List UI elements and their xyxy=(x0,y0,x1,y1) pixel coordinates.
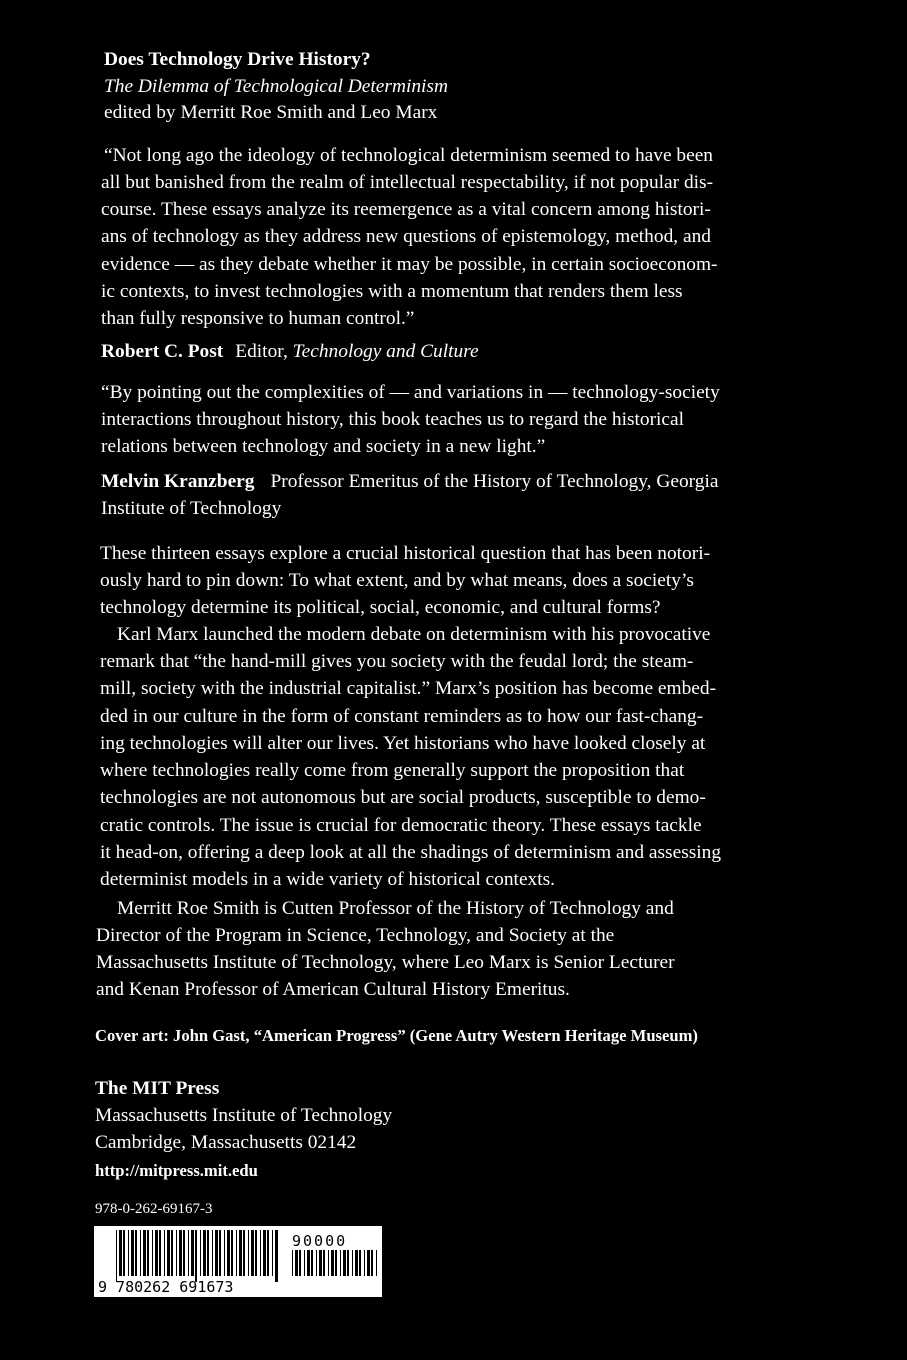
description-line: Karl Marx launched the modern debate on determinism with his provocative xyxy=(117,624,711,645)
barcode-bar xyxy=(352,1250,353,1276)
barcode-bar xyxy=(188,1230,189,1276)
barcode-bar xyxy=(292,1250,293,1276)
barcode-bar xyxy=(159,1230,161,1276)
barcode-bar xyxy=(328,1250,329,1276)
barcode-bar xyxy=(212,1230,213,1276)
blurb-2-role-continued: Institute of Technology xyxy=(101,498,282,519)
barcode-bar xyxy=(367,1250,370,1276)
blurb-1-line: than fully responsive to human control.” xyxy=(101,308,415,329)
barcode-bar xyxy=(155,1230,158,1276)
description-line: ded in our culture in the form of constant reminders as to how our fast-chang- xyxy=(100,706,704,727)
barcode-bar xyxy=(311,1250,313,1276)
barcode-bar xyxy=(304,1250,305,1276)
barcode-bar xyxy=(179,1230,182,1276)
barcode-bar xyxy=(299,1250,301,1276)
description-line: remark that “the hand-mill gives you society with the feudal lord; the steam- xyxy=(100,651,694,672)
publisher-name: The MIT Press xyxy=(95,1078,220,1099)
barcode-bar xyxy=(219,1230,221,1276)
description-line: Massachusetts Institute of Technology, where Leo Marx is Senior Lecturer xyxy=(96,952,675,973)
barcode-bar xyxy=(335,1250,337,1276)
barcode-bar xyxy=(171,1230,173,1276)
description-line: technology determine its political, social, economic, and cultural forms? xyxy=(100,597,661,618)
blurb-2-line: “By pointing out the complexities of — and variations in — technology-society xyxy=(101,382,720,403)
cover-art-credit: Cover art: John Gast, “American Progress” (Gene Autry Western Heritage Museum) xyxy=(95,1026,698,1045)
barcode-addon-bars xyxy=(292,1250,377,1276)
description-line: it head-on, offering a deep look at all the shadings of determinism and assessing xyxy=(100,842,722,863)
description-line: ing technologies will alter our lives. Yet historians who have looked closely at xyxy=(100,733,706,754)
barcode-bar xyxy=(319,1250,322,1276)
book-title: Does Technology Drive History? xyxy=(104,49,371,70)
blurb-1-attribution xyxy=(101,338,479,365)
barcode-bar xyxy=(267,1230,269,1276)
barcode-bar xyxy=(147,1230,149,1276)
isbn-barcode xyxy=(94,1226,382,1297)
barcode-bar xyxy=(376,1250,377,1276)
editors-line: edited by Merritt Roe Smith and Leo Marx xyxy=(104,102,438,123)
description-line: ously hard to pin down: To what extent, and by what means, does a society’s xyxy=(100,570,694,591)
barcode-bar xyxy=(152,1230,153,1276)
description-line: and Kenan Professor of American Cultural History Emeritus. xyxy=(96,979,570,1000)
barcode-bar xyxy=(355,1250,358,1276)
barcode-bar xyxy=(231,1230,233,1276)
barcode-bar xyxy=(227,1230,230,1276)
blurb-2-line: relations between technology and society in a new light.” xyxy=(101,436,546,457)
barcode-bar xyxy=(135,1230,137,1276)
barcode-bar xyxy=(295,1250,298,1276)
isbn-number: 978-0-262-69167-3 xyxy=(95,1201,213,1217)
barcode-addon-digits: 90000 xyxy=(292,1232,348,1250)
publisher-institution: Massachusetts Institute of Technology xyxy=(95,1105,393,1126)
barcode-bar xyxy=(200,1230,201,1276)
barcode-bar xyxy=(119,1230,122,1276)
description-line: cratic controls. The issue is crucial for democratic theory. These essays tackle xyxy=(100,815,702,836)
barcode-bar xyxy=(251,1230,254,1276)
description-line: mill, society with the industrial capitalist.” Marx’s position has become embed- xyxy=(100,678,717,699)
blurb-1-role-journal: Technology and Culture xyxy=(292,341,479,362)
barcode-bar xyxy=(323,1250,325,1276)
blurb-2-line: interactions throughout history, this book teaches us to regard the historical xyxy=(101,409,685,430)
barcode-bar xyxy=(255,1230,257,1276)
barcode-bar xyxy=(239,1230,242,1276)
barcode-digits: 9 780262 691673 xyxy=(98,1278,234,1296)
barcode-bar xyxy=(316,1250,317,1276)
barcode-bar xyxy=(263,1230,266,1276)
description-line: where technologies really come from generally support the proposition that xyxy=(100,760,685,781)
barcode-bar xyxy=(260,1230,261,1276)
publisher-address: Cambridge, Massachusetts 02142 xyxy=(95,1132,357,1153)
barcode-bar xyxy=(272,1230,273,1276)
blurb-1-line: course. These essays analyze its reemergence as a vital concern among histori- xyxy=(101,199,711,220)
barcode-bar xyxy=(140,1230,141,1276)
barcode-bar xyxy=(331,1250,334,1276)
barcode-bar xyxy=(275,1230,278,1282)
barcode-bar xyxy=(343,1250,346,1276)
description-line: Merritt Roe Smith is Cutten Professor of the History of Technology and xyxy=(117,898,674,919)
blurb-1-line: ic contexts, to invest technologies with a momentum that renders them less xyxy=(101,281,683,302)
barcode-bar xyxy=(191,1230,194,1276)
barcode-bar xyxy=(123,1230,125,1276)
publisher-url[interactable]: http://mitpress.mit.edu xyxy=(95,1161,258,1180)
blurb-1-line: all but banished from the realm of intellectual respectability, if not popular dis- xyxy=(101,172,714,193)
blurb-1-line: “Not long ago the ideology of technological determinism seemed to have been xyxy=(104,145,714,166)
blurb-2-role: Professor Emeritus of the History of Technology, Georgia xyxy=(270,471,719,492)
book-subtitle: The Dilemma of Technological Determinism xyxy=(104,76,448,97)
barcode-bar xyxy=(307,1250,310,1276)
description-line: technologies are not autonomous but are social products, susceptible to demo- xyxy=(100,787,706,808)
barcode-bar xyxy=(131,1230,134,1276)
barcode-bar xyxy=(164,1230,165,1276)
barcode-bar xyxy=(340,1250,341,1276)
description-line: determinist models in a wide variety of historical contexts. xyxy=(100,869,556,890)
barcode-main-bars xyxy=(116,1230,278,1282)
barcode-bar xyxy=(116,1230,117,1282)
barcode-bar xyxy=(243,1230,245,1276)
blurb-1-author: Robert C. Post xyxy=(101,341,224,362)
description-line: These thirteen essays explore a crucial historical question that has been notori- xyxy=(100,543,711,564)
barcode-bar xyxy=(143,1230,146,1276)
barcode-bar xyxy=(347,1250,349,1276)
barcode-bar xyxy=(248,1230,249,1276)
barcode-bar xyxy=(359,1250,361,1276)
barcode-bar xyxy=(207,1230,209,1276)
blurb-2-attribution xyxy=(101,468,718,495)
barcode-bar xyxy=(176,1230,177,1276)
blurb-1-role-prefix: Editor, xyxy=(235,341,293,362)
barcode-bar xyxy=(183,1230,185,1276)
barcode-bar xyxy=(167,1230,170,1276)
barcode-bar xyxy=(224,1230,225,1276)
blurb-1-line: evidence — as they debate whether it may be possible, in certain socioeconom- xyxy=(101,254,718,275)
blurb-2-author: Melvin Kranzberg xyxy=(101,471,255,492)
barcode-bar xyxy=(215,1230,218,1276)
barcode-bar xyxy=(364,1250,365,1276)
barcode-bar xyxy=(371,1250,373,1276)
blurb-1-line: ans of technology as they address new questions of epistemology, method, and xyxy=(101,226,711,247)
barcode-bar xyxy=(128,1230,129,1276)
description-line: Director of the Program in Science, Technology, and Society at the xyxy=(96,925,615,946)
barcode-bar xyxy=(203,1230,206,1276)
barcode-bar xyxy=(236,1230,237,1276)
barcode-bar xyxy=(195,1230,197,1282)
